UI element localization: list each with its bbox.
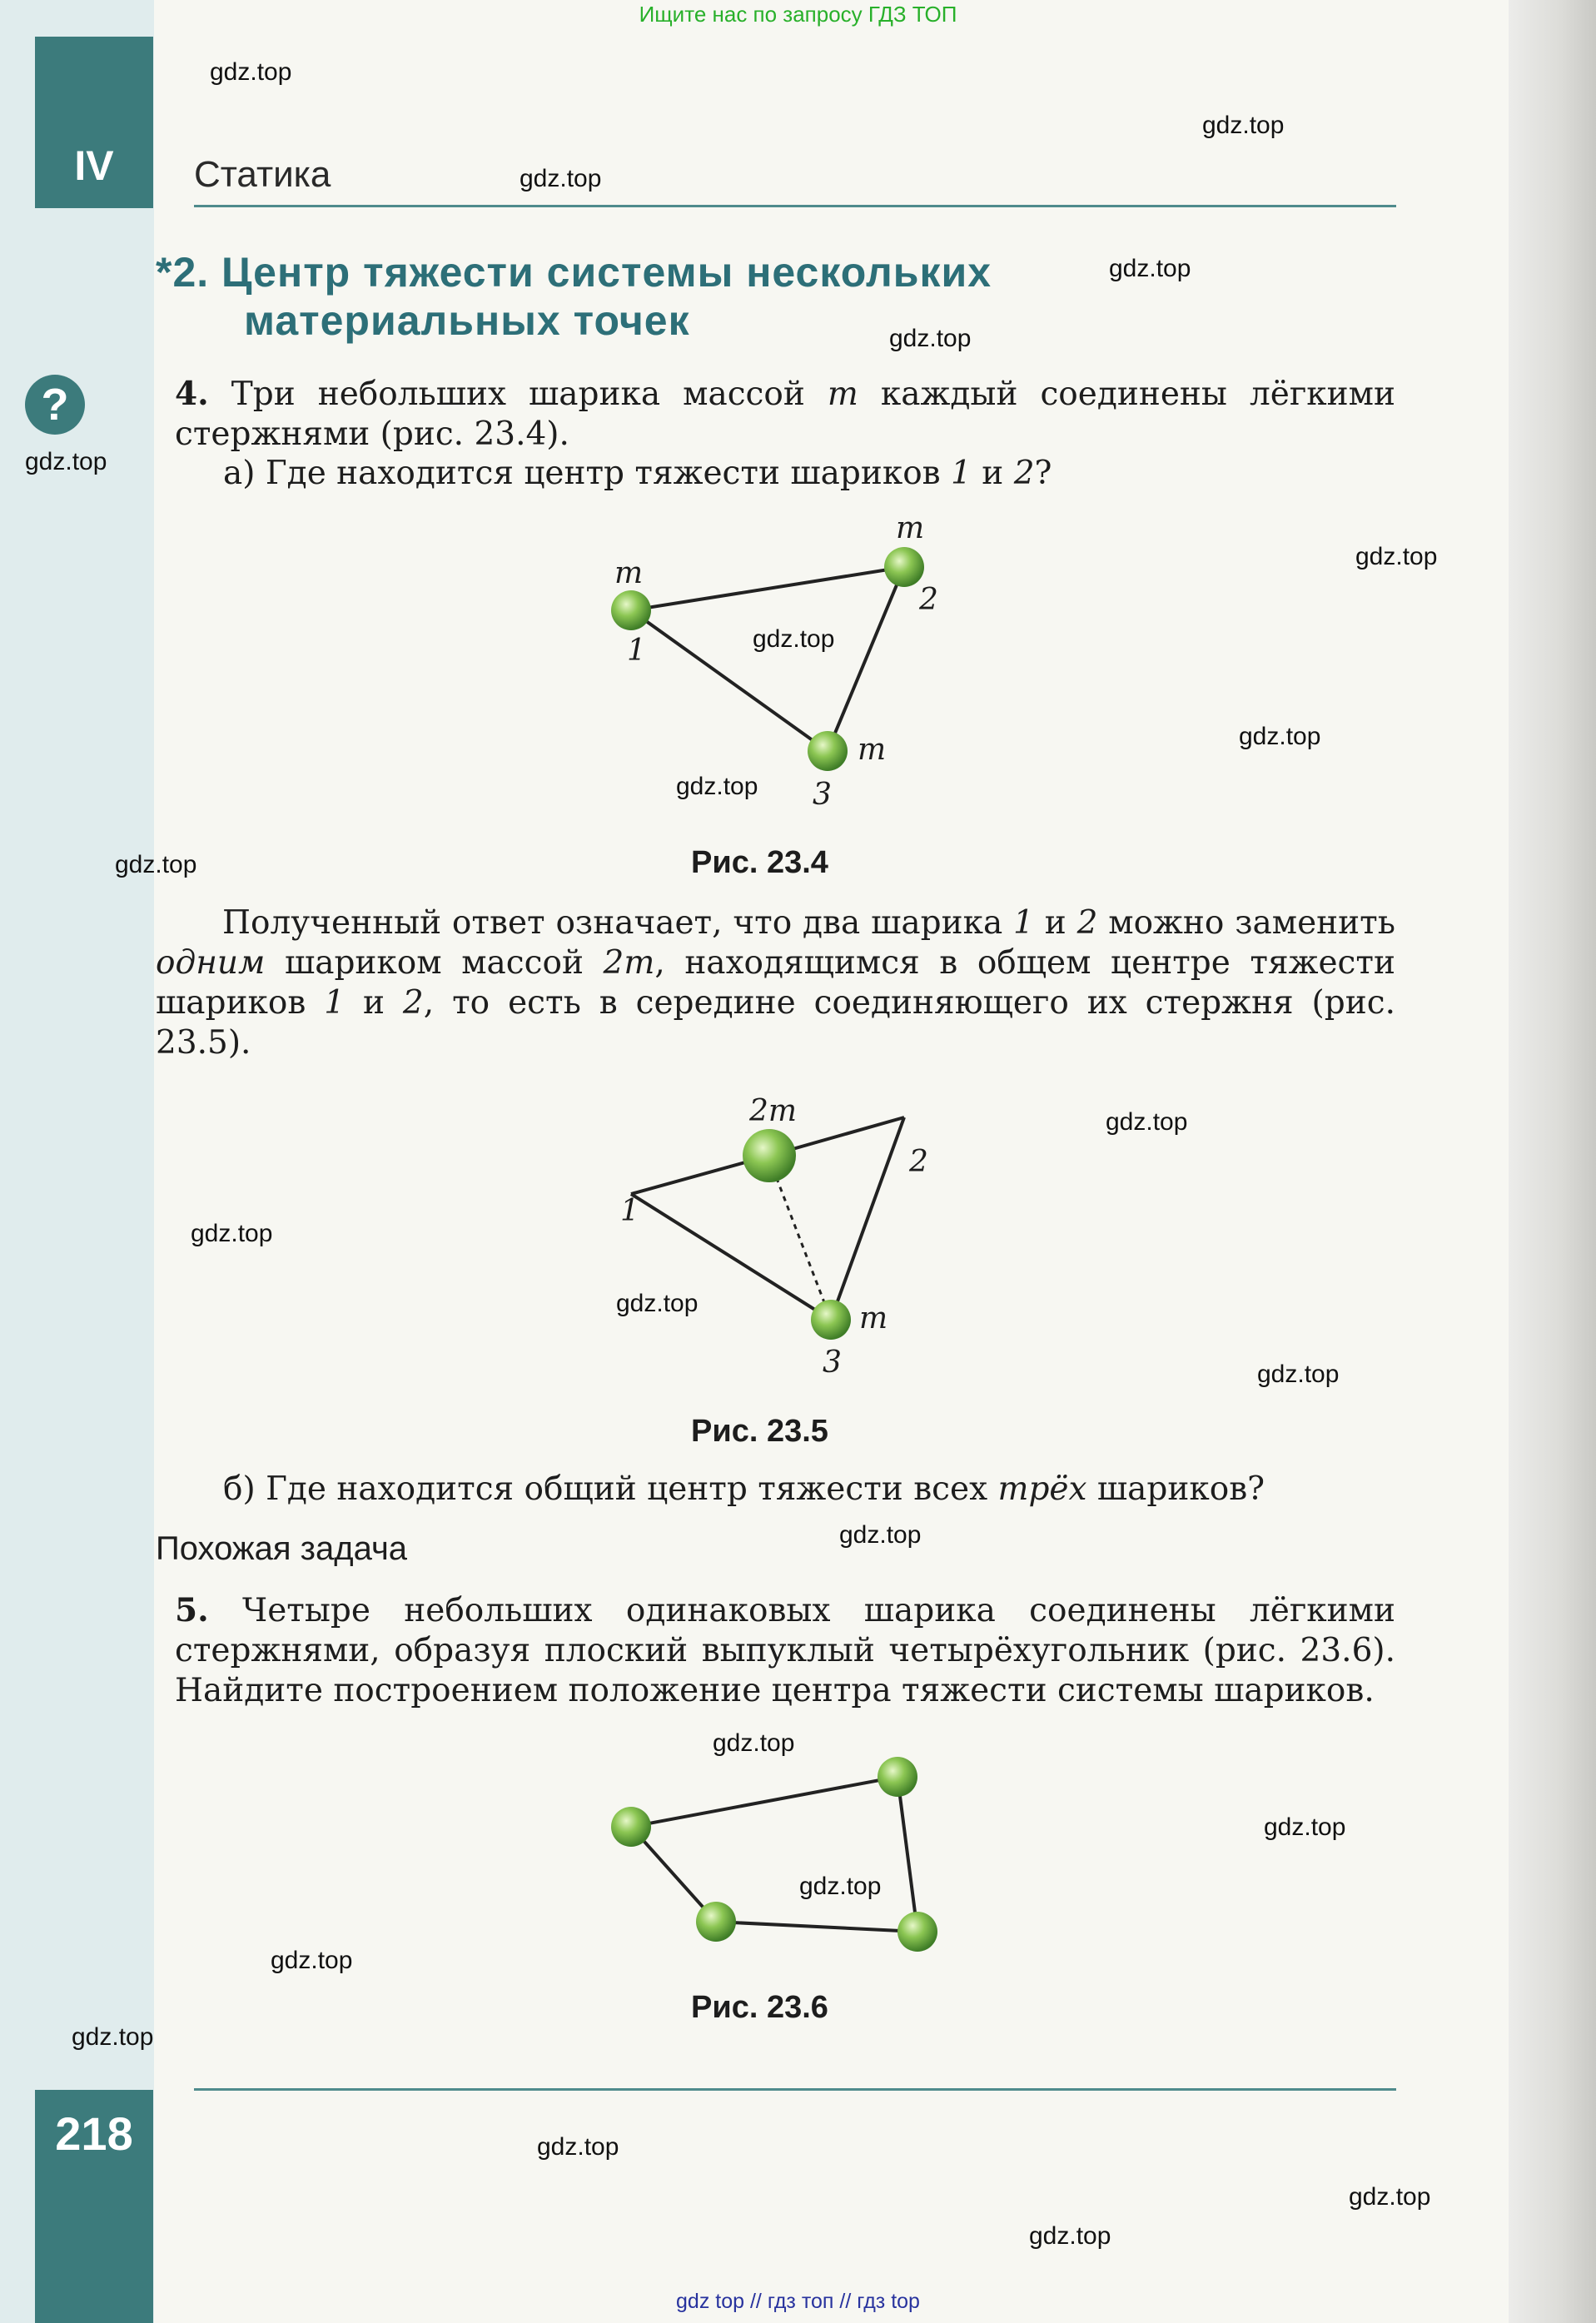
figure-caption-23-5: Рис. 23.5 [691,1414,828,1449]
watermark: gdz.top [1106,1108,1188,1136]
fig1-label-m3: m [858,733,887,767]
watermark: gdz.top [713,1729,795,1757]
fig2-label-1: 1 [620,1194,639,1228]
result-mass-2m: 2m [603,944,655,982]
task-4-part-b [223,1470,1395,1510]
watermark: gdz.top [1257,1360,1340,1388]
watermark: gdz.top [889,325,972,352]
result-text-1: Полученный ответ означает, что два шарика [222,904,1003,942]
ball-2 [884,547,924,587]
watermark: gdz.top [1355,543,1438,570]
footer-divider [194,2088,1396,2091]
rod-2-3 [828,567,904,751]
watermark: gdz.top [115,851,197,878]
result-and1: и [1044,904,1066,942]
task-4-mass: m [827,376,858,413]
task-5-text: Четыре небольших одинаковых шарика соединены лёгкими стержнями, образуя плоский выпуклый четырёхугольник (рис. 23.6). Найдите построением положение центра тяжести системы шариков. [175,1592,1395,1709]
watermark: gdz.top [1202,112,1285,139]
top-banner[interactable]: Ищите нас по запросу ГДЗ ТОП [639,2,957,27]
fig2-label-3: 3 [823,1346,842,1380]
watermark: gdz.top [839,1521,922,1549]
watermark: gdz.top [1029,2222,1111,2250]
fig1-label-3: 3 [813,778,832,812]
chapter-title: Статика [194,154,331,195]
fig2-label-2m: 2m [749,1094,798,1128]
result-text-2: можно заменить [1108,904,1395,942]
ball-q4 [696,1902,736,1942]
fig1-label-2: 2 [919,583,938,617]
figure-caption-23-4: Рис. 23.4 [691,845,828,880]
watermark: gdz.top [1239,723,1321,750]
watermark: gdz.top [1264,1813,1346,1841]
ball-3 [808,731,848,771]
ball-2m [743,1129,796,1182]
figure-23-6 [611,1757,937,1952]
result-text-4: , находящимся в общем центре тяжести шариков [156,944,1395,1022]
result-emph-one: одним [156,944,266,982]
result-text-5: , то есть в середине соединяющего их стержня (рис. 23.5). [156,984,1395,1062]
task-5 [175,1590,1395,1711]
watermark: gdz.top [520,165,602,192]
bottom-links[interactable]: gdz top // гдз топ // гдз top [676,2290,920,2313]
quadrilateral [631,1777,917,1932]
ball-q2 [878,1757,917,1797]
figure-23-4 [611,511,938,812]
watermark: gdz.top [210,58,292,86]
figure-23-5 [620,1094,928,1380]
watermark: gdz.top [191,1220,273,1247]
section-title-line1: *2. Центр тяжести системы нескольких [156,249,992,296]
result-text-3: шариком массой [284,944,584,982]
result-ball1: 1 [1013,904,1034,942]
task-4b-prefix: б) Где находится общий центр тяжести всех [223,1470,988,1508]
watermark: gdz.top [753,625,835,653]
result-ball2b: 2 [402,984,424,1022]
watermark: gdz.top [616,1290,699,1317]
similar-task-heading: Похожая задача [156,1530,408,1567]
page-number: 218 [55,2107,133,2160]
task-4a-suffix: ? [1034,455,1052,492]
watermark: gdz.top [537,2133,619,2161]
task-4a-ball2: 2 [1013,455,1035,492]
watermark: gdz.top [799,1873,882,1900]
fig1-label-m1: m [614,556,644,590]
watermark: gdz.top [271,1947,353,1974]
task-4-text-b: каждый соединены лёгкими стержнями (рис. 23.4). [175,376,1395,453]
result-ball2: 2 [1076,904,1098,942]
task-4-number: 4. [175,375,209,413]
ball-q3 [897,1912,937,1952]
fig1-label-m2: m [896,511,925,545]
task-4a-ball1: 1 [951,455,972,492]
rod-2-3b [831,1117,904,1320]
watermark: gdz.top [1109,255,1191,282]
result-paragraph [156,903,1395,1063]
rod-1-2 [631,567,904,610]
result-ball1b: 1 [324,984,346,1022]
task-4-text-a: Три небольших шарика массой [231,376,805,413]
watermark: gdz.top [676,773,758,800]
ball-1 [611,590,651,630]
watermark: gdz.top [72,2023,154,2051]
dotted-guide [769,1159,831,1320]
task-4b-emph: трёх [997,1470,1087,1508]
ball-q1 [611,1807,651,1847]
fig2-label-m3: m [859,1301,888,1336]
task-4a-conj: и [982,455,1004,492]
task-4b-suffix: шариков? [1096,1470,1265,1508]
result-and2: и [362,984,385,1022]
task-5-number: 5. [175,1591,209,1629]
section-title-line2: материальных точек [244,297,690,344]
ball-3b [811,1300,851,1340]
fig1-label-1: 1 [627,634,646,668]
fig2-label-2: 2 [909,1145,928,1179]
question-icon: ? [25,375,85,435]
chapter-number: IV [74,142,114,189]
figure-caption-23-6: Рис. 23.6 [691,1990,828,2025]
watermark: gdz.top [1349,2183,1431,2211]
watermark: gdz.top [25,448,107,475]
task-4a-prefix: а) Где находится центр тяжести шариков [223,455,941,492]
